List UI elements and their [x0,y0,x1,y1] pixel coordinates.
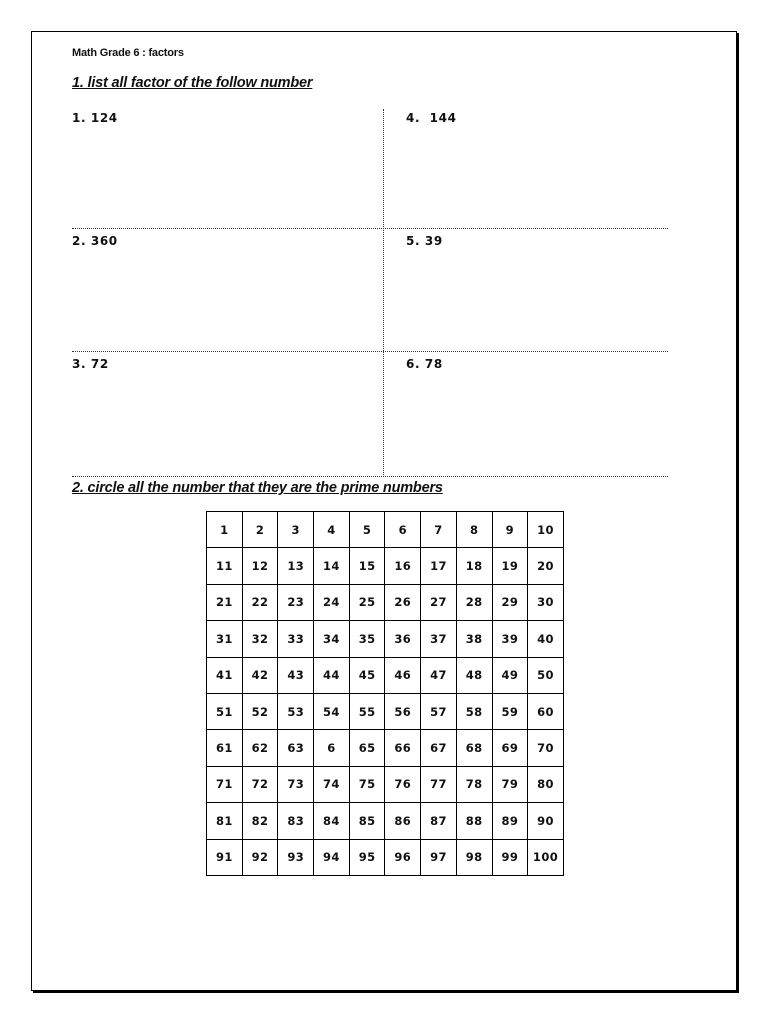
grid-cell: 41 [207,657,243,693]
number-grid [206,511,564,876]
grid-cell: 8 [456,512,492,548]
grid-cell: 60 [528,693,564,729]
grid-cell: 5 [349,512,385,548]
grid-cell: 26 [385,584,421,620]
grid-cell: 88 [456,803,492,839]
grid-cell: 72 [242,766,278,802]
problem-6: 6. 78 [406,357,443,371]
grid-row [207,730,564,766]
problem-4: 4. 144 [406,111,457,125]
grid-cell: 76 [385,766,421,802]
grid-cell: 67 [421,730,457,766]
grid-cell: 94 [314,839,350,875]
grid-cell: 68 [456,730,492,766]
grid-cell: 52 [242,693,278,729]
grid-cell: 62 [242,730,278,766]
row-divider-3 [72,476,668,477]
grid-cell: 9 [492,512,528,548]
grid-cell: 25 [349,584,385,620]
grid-cell: 73 [278,766,314,802]
grid-cell: 15 [349,548,385,584]
grid-cell: 30 [528,584,564,620]
grid-cell: 17 [421,548,457,584]
grid-cell: 13 [278,548,314,584]
grid-cell: 38 [456,621,492,657]
grid-cell: 80 [528,766,564,802]
grid-row [207,803,564,839]
grid-cell: 61 [207,730,243,766]
grid-cell: 57 [421,693,457,729]
grid-cell: 58 [456,693,492,729]
grid-cell: 33 [278,621,314,657]
grid-cell: 16 [385,548,421,584]
section-1-title: 1. list all factor of the follow number [72,75,313,91]
grid-cell: 99 [492,839,528,875]
grid-cell: 45 [349,657,385,693]
grid-row [207,548,564,584]
grid-cell: 66 [385,730,421,766]
grid-cell: 28 [456,584,492,620]
grid-cell: 51 [207,693,243,729]
worksheet-header: Math Grade 6 : factors [72,47,184,59]
grid-cell: 59 [492,693,528,729]
grid-cell: 43 [278,657,314,693]
grid-cell: 44 [314,657,350,693]
grid-cell: 78 [456,766,492,802]
grid-cell: 48 [456,657,492,693]
grid-cell: 6 [314,730,350,766]
grid-cell: 89 [492,803,528,839]
row-divider-1 [72,228,668,229]
grid-cell: 98 [456,839,492,875]
grid-cell: 54 [314,693,350,729]
grid-cell: 23 [278,584,314,620]
grid-cell: 71 [207,766,243,802]
grid-cell: 92 [242,839,278,875]
grid-cell: 69 [492,730,528,766]
grid-cell: 97 [421,839,457,875]
grid-cell: 32 [242,621,278,657]
grid-cell: 24 [314,584,350,620]
grid-cell: 12 [242,548,278,584]
grid-row [207,584,564,620]
grid-cell: 96 [385,839,421,875]
grid-cell: 31 [207,621,243,657]
grid-cell: 6 [385,512,421,548]
grid-cell: 65 [349,730,385,766]
grid-cell: 29 [492,584,528,620]
grid-cell: 47 [421,657,457,693]
grid-cell: 40 [528,621,564,657]
grid-cell: 79 [492,766,528,802]
grid-cell: 34 [314,621,350,657]
grid-cell: 91 [207,839,243,875]
grid-cell: 14 [314,548,350,584]
grid-cell: 95 [349,839,385,875]
grid-row [207,839,564,875]
grid-row [207,621,564,657]
grid-cell: 21 [207,584,243,620]
section-2-title: 2. circle all the number that they are the prime numbers [72,480,443,496]
grid-cell: 93 [278,839,314,875]
grid-cell: 37 [421,621,457,657]
grid-cell: 75 [349,766,385,802]
grid-row [207,766,564,802]
grid-cell: 19 [492,548,528,584]
grid-cell: 22 [242,584,278,620]
grid-cell: 18 [456,548,492,584]
grid-cell: 1 [207,512,243,548]
grid-cell: 77 [421,766,457,802]
grid-cell: 10 [528,512,564,548]
grid-cell: 74 [314,766,350,802]
problem-1: 1. 124 [72,111,118,125]
grid-cell: 2 [242,512,278,548]
grid-cell: 87 [421,803,457,839]
problem-3: 3. 72 [72,357,109,371]
grid-cell: 100 [528,839,564,875]
grid-cell: 63 [278,730,314,766]
grid-cell: 82 [242,803,278,839]
grid-cell: 36 [385,621,421,657]
grid-cell: 20 [528,548,564,584]
grid-row [207,693,564,729]
grid-cell: 53 [278,693,314,729]
grid-cell: 42 [242,657,278,693]
grid-cell: 35 [349,621,385,657]
grid-cell: 83 [278,803,314,839]
grid-row [207,657,564,693]
vertical-divider [383,109,384,475]
grid-row [207,512,564,548]
grid-cell: 55 [349,693,385,729]
grid-cell: 84 [314,803,350,839]
grid-cell: 3 [278,512,314,548]
grid-cell: 4 [314,512,350,548]
grid-cell: 39 [492,621,528,657]
grid-cell: 90 [528,803,564,839]
grid-cell: 27 [421,584,457,620]
problem-5: 5. 39 [406,234,443,248]
grid-cell: 7 [421,512,457,548]
grid-cell: 56 [385,693,421,729]
grid-cell: 49 [492,657,528,693]
grid-cell: 86 [385,803,421,839]
grid-cell: 11 [207,548,243,584]
problem-2: 2. 360 [72,234,118,248]
grid-cell: 85 [349,803,385,839]
row-divider-2 [72,351,668,352]
grid-cell: 70 [528,730,564,766]
grid-cell: 50 [528,657,564,693]
grid-cell: 81 [207,803,243,839]
grid-cell: 46 [385,657,421,693]
